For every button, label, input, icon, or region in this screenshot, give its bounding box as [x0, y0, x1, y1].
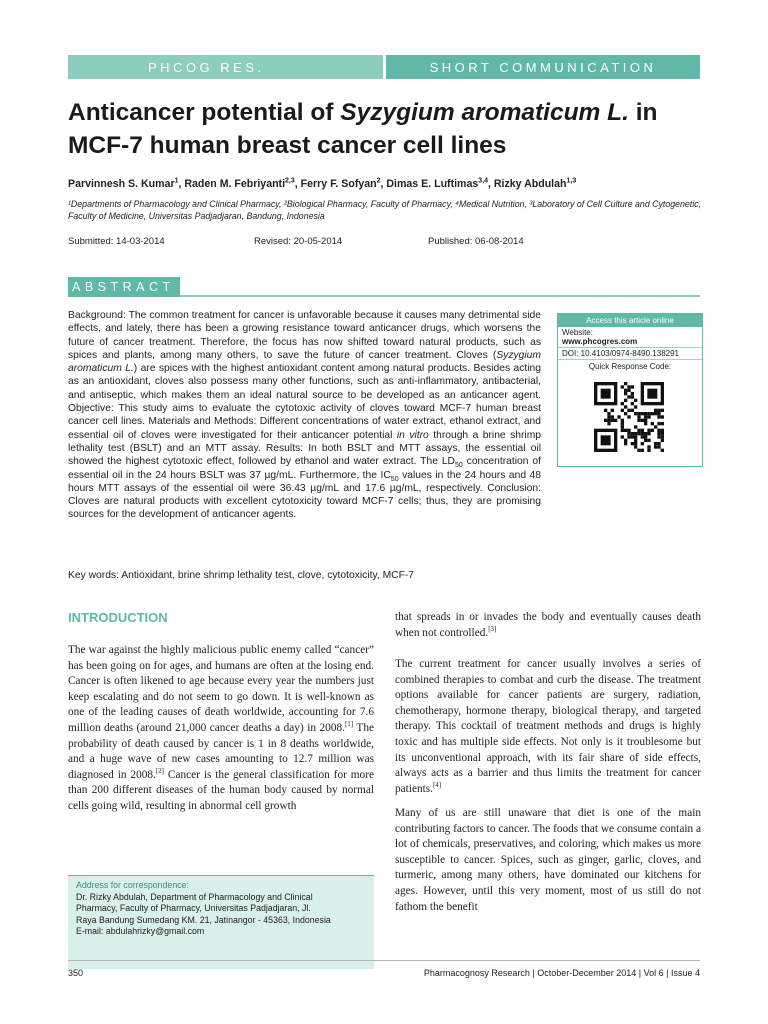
revised-date: Revised: 20-05-2014 — [254, 236, 343, 247]
intro-paragraph-2: that spreads in or invades the body and eventually causes death when not controlled.[3] — [395, 611, 701, 639]
journal-citation: Pharmacognosy Research | October-December 2014 | Vol 6 | Issue 4 — [423, 968, 700, 978]
published-date: Published: 06-08-2014 — [428, 236, 524, 247]
introduction-heading: INTRODUCTION — [68, 610, 168, 625]
abstract-divider — [180, 295, 700, 297]
access-online-box — [557, 313, 703, 467]
correspondence-line: Dr. Rizky Abdulah, Department of Pharmacology and Clinical — [76, 891, 313, 902]
affiliations: ¹Departments of Pharmacology and Clinical Pharmacy, ²Biological Pharmacy, Faculty of Pharmacy, ⁴Medical Nutrition, ³Laboratory of Cell Culture and Cytogenetic, Faculty of Medicine, Universitas Padjadjaran, Bandung, Indonesia — [68, 199, 702, 221]
correspondence-line: Raya Bandung Sumedang KM. 21, Jatinangor - 45363, Indonesia — [76, 914, 331, 925]
qr-code-icon[interactable] — [594, 382, 664, 452]
article-title: Anticancer potential of Syzygium aromaticum L. in MCF-7 human breast cancer cell lines — [68, 99, 658, 159]
website-label: Website: — [562, 328, 593, 337]
intro-paragraph-4: Many of us are still unaware that diet is one of the main contributing factors to cancer. The foods that we consume contain a lot of chemicals, preservatives, and coloring, which makes us more susceptible to cancer. Spices, such as ginger, garlic, cloves, and turmeric, among many others, have dominated our kitchens for ages. However, until this very moment, most of us still do not fathom the benefit — [395, 807, 701, 913]
qr-label: Quick Response Code: — [588, 362, 672, 371]
correspondence-line: Pharmacy, Faculty of Pharmacy, Universitas Padjadjaran, Jl. — [76, 903, 311, 914]
doi[interactable]: DOI: 10.4103/0974-8490.138291 — [558, 348, 702, 360]
intro-paragraph-3: The current treatment for cancer usually involves a series of combined therapies to combat and curb the disease. The treatment options available for cancer patients are surgery, radiation, chemotherapy, hormone therapy, biological therapy, and targeted therapy. This cocktail of treatment methods and drugs is highly toxic and has multiple side effects. Not only is it troublesome but its unconventional approach, with its fair share of side effects, always acts as a barrier and thus limits the treatment for cancer patients.[4] — [395, 658, 701, 795]
keywords: Key words: Antioxidant, brine shrimp lethality test, clove, cytotoxicity, MCF-7 — [68, 570, 415, 581]
correspondence-box — [68, 875, 374, 969]
page-number: 350 — [68, 968, 84, 978]
section-label: SHORT COMMUNICATION — [386, 55, 700, 79]
access-header: Access this article online — [558, 314, 702, 327]
footer-divider — [68, 960, 700, 961]
submitted-date: Submitted: 14-03-2014 — [68, 236, 165, 247]
journal-banner — [68, 55, 700, 79]
species-name: Syzygium aromaticum L. — [340, 99, 629, 126]
journal-name: PHCOG RES. — [68, 55, 383, 79]
author-list: Parvinnesh S. Kumar$^1$, Raden M. Febriyanti$^{2,3}$, Ferry F. Sofyan$^2$, Dimas E. Luftimas$^{3,4}$, Rizky Abdulah$^{1,3}$ — [68, 177, 577, 190]
abstract-text: Background: The common treatment for cancer is unfavorable because it causes many detrimental side effects, and lately, there has been a growing resistance toward anticancer drugs, which worsens the future of cancer treatment. Therefore, the focus has now shifted toward natural products, such as spices and plants, among many others, to save the future of cancer treatment. Cloves (Syzygium aromaticum L.) are spices with the highest antioxidant content among natural products. Besides acting as an antioxidant, cloves also possess many other functions, such as anti-inflammatory, antibacterial, and antiseptic, which makes them an ideal natural source to be developed as an anticancer agent. Objective: This study aims to evaluate the cytotoxic activity of cloves toward MCF-7 human breast cancer cell lines. Materials and Methods: Different concentrations of water extract, ethanol extract, and essential oil of cloves were investigated for their anticancer potential in vitro through a brine shrimp lethality test (BSLT) and an MTT assay. Results: In both BSLT and MTT assays, the essential oil showed the highest cytotoxic effect, followed by ethanol and water extract. The $LD_{50}$ concentration of essential oil in the 24 hours BSLT was 37 µg/mL. Furthermore, the $IC_{50}$ values in the 24 hours and 48 hours MTT assays of the essential oil were 36.43 µg/mL and 17.6 µg/mL, respectively. Conclusion: Cloves are natural products with excellent cytotoxicity toward MCF-7 cells; thus, they are promising sources for the development of anticancer agents. — [68, 310, 541, 521]
correspondence-email[interactable]: E-mail: abdulahrizky@gmail.com — [76, 926, 205, 937]
website-link[interactable]: www.phcogres.com — [562, 337, 638, 346]
correspondence-heading: Address for correspondence: — [76, 880, 189, 890]
abstract-heading: ABSTRACT — [68, 277, 180, 297]
intro-paragraph-1: The war against the highly malicious public enemy called “cancer” has been going on for ages, and humans are often at the losing end. Cancer is often likened to age because every year the numbers just keep escalating and do not seem to go down. It is well-known as one of the leading causes of death worldwide, accounting for 7.6 million deaths (around 21,000 cancer deaths a day) in 2008.[1] The probability of death caused by cancer is 1 in 8 deaths worldwide, and a huge wave of new cases amounting to 12.7 million was diagnosed in 2008.[2] Cancer is the general classification for more than 200 different diseases of the human body caused by normal cells going wild, resulting in abnormal cell growth — [68, 644, 374, 812]
